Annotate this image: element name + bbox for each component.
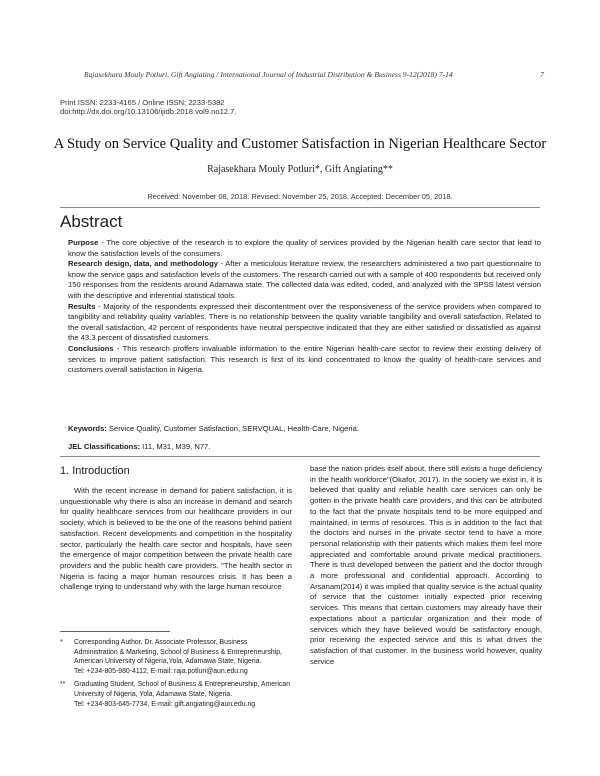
intro-paragraph-right: base the nation prides itself about, there still exists a huge deficiency in the health workforce"(Okafor, 2017). In the society we exist in, it is believed that quality and reliable health care services can only be gotten in the private health care providers, and this can be attributed to the fact that the private hospitals tend to be more equipped and maintained, in terms of resources. This is in addition to the fact that the doctors and nurses in the private sector tend to have a more personal relationship with their patients which makes them feel more appreciated and comfortable around private medical practitioners. There is trust developed between the patient and the doctor through a more professional and confidential approach. According to Arsanam(2014) it was implied that quality service is the actual quality of service that the customer initially expected prior receiving services. This means that certain customers may already have their expectations about a particular organization and their mode of services which they have believed would be satisfactory enough, prior receiving the expected service and this is what drives the satisfaction of that customer. In the business world however, quality service: [310, 464, 542, 666]
jel-classifications: [68, 442, 541, 451]
footnote-mark: **: [60, 681, 66, 689]
footnote-mark: *: [60, 639, 63, 646]
jel-text: I11, M31, M39, N77.: [140, 442, 211, 451]
footnote-affiliation: Corresponding Author, Dr. Associate Professor, Business Administration & Marketing, School of Business & Entrepreneurship, American University of Nigeria,Yola, Adamawa State, Nigeria.: [74, 639, 282, 666]
conclusions-label: Conclusions: [68, 343, 114, 353]
section-heading-introduction: 1. Introduction: [60, 465, 130, 477]
paper-authors: Rajasekhara Mouly Potluri*, Gift Angiating**: [207, 164, 393, 175]
keywords: [68, 424, 541, 433]
paper-title: A Study on Service Quality and Customer Satisfaction in Nigerian Healthcare Sector: [53, 136, 547, 152]
intro-left-column: [60, 486, 292, 593]
abstract-heading: Abstract: [60, 212, 123, 231]
intro-right-column: [310, 464, 542, 667]
conclusions-text: - This research proffers invaluable information to the entire Nigerian health-care sector to review their existing delivery of services to improve patient satisfaction. This research is first of its kind concentrated to know the quality of health-care services and customers overall satisfaction in Nigeria.: [68, 343, 541, 375]
abstract-body: [68, 238, 541, 376]
keywords-text: Service Quality, Customer Satisfaction, SERVQUAL, Health-Care, Nigeria.: [106, 424, 359, 433]
page-number: 7: [540, 70, 544, 79]
results-text: - Majority of the respondents expressed their discontentment over the responsiveness of the service providers when compared to tangibility and reliability quality variables. There is no relationship between the quality variable tangibility and overall satisfaction. Related to the overall satisfaction, 42 percent of respondents have neutral perspective indicated that they are either satisfied or dissatisfied as against the 43.3 percent of dissatisfied customers.: [68, 301, 541, 343]
jel-label: JEL Classifications:: [68, 442, 141, 451]
results-label: Results: [68, 301, 96, 311]
purpose-label: Purpose: [68, 238, 99, 247]
footnote-affiliation: Graduating Student, School of Business & Entrepreneurship, American University of Nigeria, Yola, Adamawa State, Nigeria.: [74, 681, 291, 698]
intro-paragraph-left: With the recent increase in demand for patient satisfaction, it is unquestionable why there is also an increase in demand and search for quality healthcare services from our healthcare providers in our society, which is believed to be the one of the reasons behind patient satisfaction. Recent developments and competition in the hospitality sector, particularly the health care sector and hospitals, have seen the emergence of major competition between the private health care providers and the public health care providers. "The health sector in Nigeria is facing a major human resources crisis. It has been a challenge trying to understand why with the large human resource: [60, 486, 292, 592]
footnote-contact: Tel: +234-803-645-7734, E-mail: gift.angiating@aun.edu.ng: [74, 700, 256, 708]
abstract-results: [68, 302, 541, 344]
divider-bottom: [60, 456, 540, 457]
footnotes: [60, 638, 292, 713]
issn-block: [60, 98, 236, 116]
issn-line: Print ISSN: 2233-4165 / Online ISSN: 2233-5382: [60, 98, 225, 107]
doi-line: doi:http://dx.doi.org/10.13106/ijidb.2018.vol9.no12.7.: [60, 107, 237, 116]
footnote-separator: [60, 631, 170, 632]
design-text: - After a meticulous literature review, the researchers administered a two part questionnaire to know the service gaps and satisfaction levels of the customers. The research carried out with a sample of 400 respondents but received only 150 responses from the residents around Adamawa state. The collected data was edited, coded, and analyzed with the SPSS latest version with the descriptive and inferential statistical tools.: [68, 259, 542, 300]
footnote-corresponding-author: [60, 638, 292, 676]
footnote-second-author: [60, 680, 292, 709]
running-header-text: Rajasekhara Mouly Potluri, Gift Angiating / International Journal of Industrial Distribution & Business 9-12(2018) 7-14: [84, 70, 453, 79]
design-label: Research design, data, and methodology: [68, 259, 218, 269]
submission-dates: Received: November 08, 2018. Revised: November 25, 2018. Accepted: December 05, 2018.: [147, 192, 453, 201]
abstract-conclusions: [68, 344, 541, 376]
abstract-design: [68, 259, 541, 301]
purpose-text: - The core objective of the research is to explore the quality of services provided by the Nigerian health care sector that lead to know the satisfaction levels of the consumers.: [68, 238, 541, 258]
abstract-purpose: [68, 238, 541, 259]
keywords-label: Keywords:: [68, 424, 107, 433]
footnote-contact: Tel: +234-805-980-4112, E-mail: raja.potluri@aun.edu.ng: [74, 667, 248, 675]
divider-top: [60, 207, 540, 208]
